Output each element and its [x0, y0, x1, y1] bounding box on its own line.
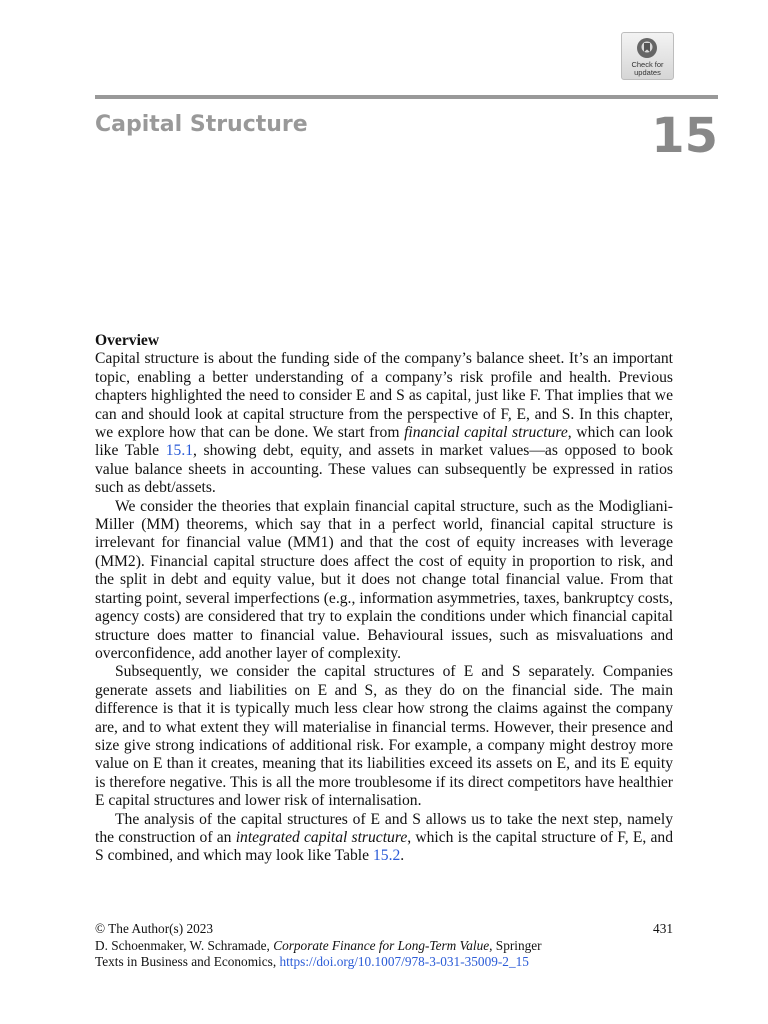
chapter-title: Capital Structure — [95, 112, 308, 137]
table-15-2-link[interactable]: 15.2 — [372, 847, 401, 865]
series-line: Texts in Business and Economics, https://doi.org/10.1007/978-3-031-35009-2_15 — [95, 954, 529, 969]
citation-line: D. Schoenmaker, W. Schramade, Corporate Finance for Long-Term Value, Springer — [95, 937, 542, 953]
check-for-updates-label: Check for updates — [631, 60, 664, 77]
check-for-updates-badge[interactable] — [621, 32, 674, 80]
chapter-body — [95, 332, 673, 866]
paragraph-1: Capital structure is about the funding side of the company’s balance sheet. It’s an important topic, enabling a better understanding of a company’s risk profile and health. Previous chapters highlighted the need to consider E and S as capital, just like F. That implies that we can and should look at capital structure from the perspective of F, E, and S. In this chapter, we explore how that can be done. We start from financial capital structure, which can look like Table 15.1, showing debt, equity, and assets in market values—as opposed to book value balance sheets in accounting. These values can subsequently be expressed in ratios such as debt/assets. — [95, 350, 673, 497]
paragraph-3: Subsequently, we consider the capital structures of E and S separately. Companies generate assets and liabilities on E and S, as they do on the financial side. The main difference is that it is typically much less clear how strong the claims against the company are, and to what extent they will materialise in financial terms. However, their presence and size give strong indications of additional risk. For example, a company might destroy more value on E than it creates, meaning that its liabilities exceed its assets on E, and its E equity is therefore negative. This is all the more troublesome if its direct competitors have healthier E capital structures and lower risk of internalisation. — [95, 663, 673, 810]
paragraph-4: The analysis of the capital structures of E and S allows us to take the next step, namely the construction of an integrated capital structure, which is the capital structure of F, E, and S combined, and which may look like Table 15.2. — [95, 810, 673, 865]
table-15-1-link[interactable]: 15.1 — [165, 442, 194, 460]
doi-link[interactable]: https://doi.org/10.1007/978-3-031-35009-2_15 — [279, 954, 529, 969]
section-heading: Overview — [95, 332, 160, 349]
copyright-line: © The Author(s) 2023 — [95, 921, 214, 936]
header-rule — [95, 95, 718, 99]
paragraph-2: We consider the theories that explain financial capital structure, such as the Modigliani-Miller (MM) theorems, which say that in a perfect world, financial capital structure is irrelevant for financial value (MM1) and that the cost of equity increases with leverage (MM2). Financial capital structure does affect the cost of equity in proportion to risk, and the split in debt and equity value, but it does not change total financial value. From that starting point, several imperfections (e.g., information asymmetries, taxes, bankruptcy costs, agency costs) are considered that try to explain the conditions under which financial capital structure does matter to financial value. Behavioural issues, such as misvaluations and overconfidence, add another layer of complexity. — [95, 497, 673, 662]
chapter-number: 15 — [651, 108, 718, 164]
page-footer — [95, 921, 673, 971]
page-number: 431 — [653, 921, 673, 936]
bookmark-icon — [636, 37, 658, 59]
